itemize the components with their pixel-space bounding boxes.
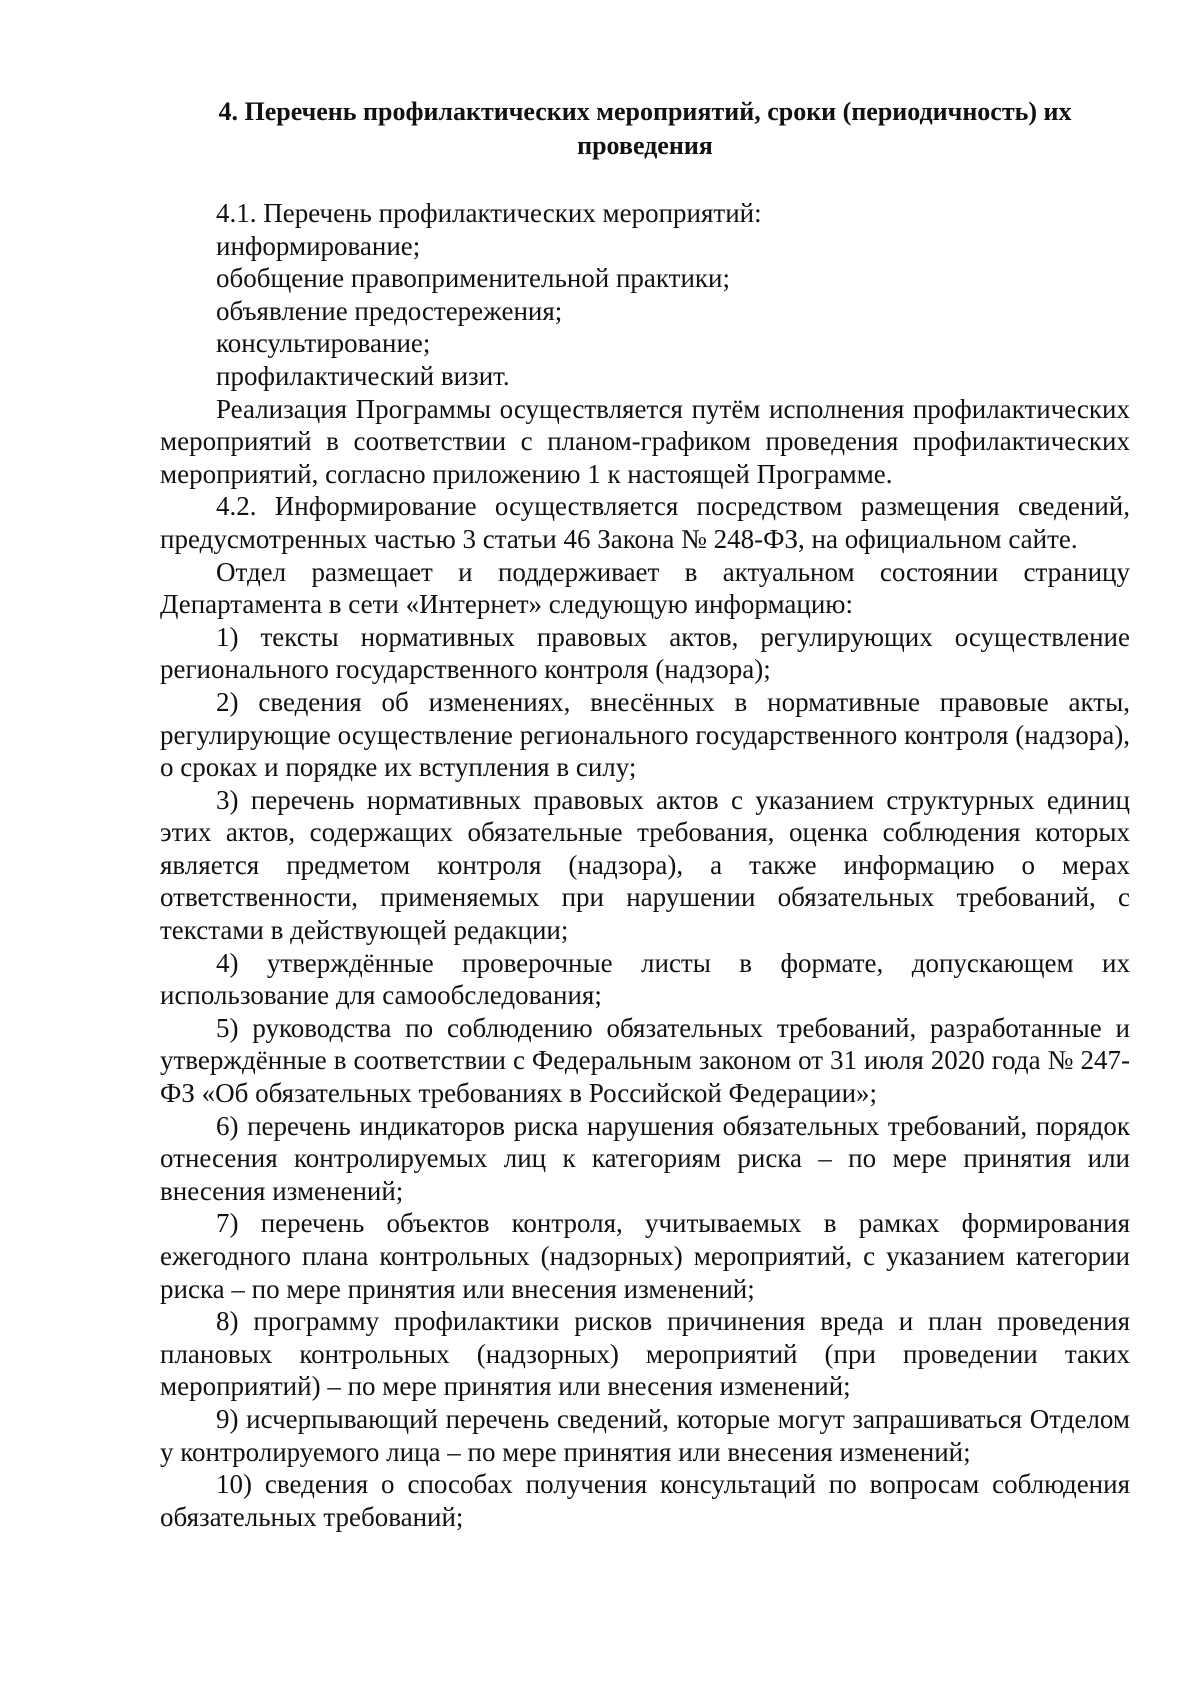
info-item: 8) программу профилактики рисков причинения вреда и план проведения плановых контрольных (надзорных) мероприятий (при проведении таких мероприятий) – по мере принятия или внесения изменений;: [160, 1306, 1130, 1402]
info-item: 4) утверждённые проверочные листы в формате, допускающем их использование для самообследования;: [160, 947, 1130, 1011]
info-item: 2) сведения об изменениях, внесённых в нормативные правовые акты, регулирующие осуществление регионального государственного контроля (надзора), о сроках и порядке их вступления в силу;: [160, 686, 1130, 783]
info-item: 7) перечень объектов контроля, учитываемых в рамках формирования ежегодного плана контрольных (надзорных) мероприятий, с указанием категории риска – по мере принятия или внесения изменений;: [160, 1208, 1130, 1304]
measure-item: объявление предостережения;: [216, 295, 563, 326]
implementation-paragraph: Реализация Программы осуществляется путём исполнения профилактических мероприятий в соответствии с планом-графиком проведения профилактических мероприятий, согласно приложению 1 к настоящей Программе.: [160, 393, 1130, 489]
section-4-1-intro: 4.1. Перечень профилактических мероприятий:: [216, 198, 762, 228]
measure-item: информирование;: [216, 230, 421, 261]
info-item: 9) исчерпывающий перечень сведений, которые могут запрашиваться Отделом у контролируемого лица – по мере принятия или внесения изменений;: [160, 1403, 1130, 1467]
info-item: 6) перечень индикаторов риска нарушения обязательных требований, порядок отнесения контролируемых лиц к категориям риска – по мере принятия или внесения изменений;: [160, 1110, 1130, 1206]
info-item: 3) перечень нормативных правовых актов с указанием структурных единиц этих актов, содержащих обязательные требования, оценка соблюдения которых является предметом контроля (надзора), а также информацию о мерах ответственности, применяемых при нарушении обязательных требований, с текстами в действующей редакции;: [160, 784, 1130, 946]
section-heading: 4. Перечень профилактических мероприятий, сроки (периодичность) их проведения: [218, 97, 1072, 160]
department-intro-paragraph: Отдел размещает и поддерживает в актуальном состоянии страницу Департамента в сети «Интернет» следующую информацию:: [160, 556, 1130, 620]
section-4-2-paragraph: 4.2. Информирование осуществляется посредством размещения сведений, предусмотренных частью 3 статьи 46 Закона № 248-ФЗ, на официальном сайте.: [160, 491, 1130, 554]
document-page: [160, 95, 1130, 1533]
info-item: 5) руководства по соблюдению обязательных требований, разработанные и утверждённые в соответствии с Федеральным законом от 31 июля 2020 года № 247-ФЗ «Об обязательных требованиях в Российской Федерации»;: [160, 1012, 1130, 1109]
info-item: 1) тексты нормативных правовых актов, регулирующих осуществление регионального государственного контроля (надзора);: [160, 621, 1130, 685]
measure-item: обобщение правоприменительной практики;: [216, 263, 730, 294]
measure-item: профилактический визит.: [216, 360, 510, 391]
measure-item: консультирование;: [216, 328, 431, 359]
info-item: 10) сведения о способах получения консультаций по вопросам соблюдения обязательных требований;: [160, 1469, 1130, 1532]
